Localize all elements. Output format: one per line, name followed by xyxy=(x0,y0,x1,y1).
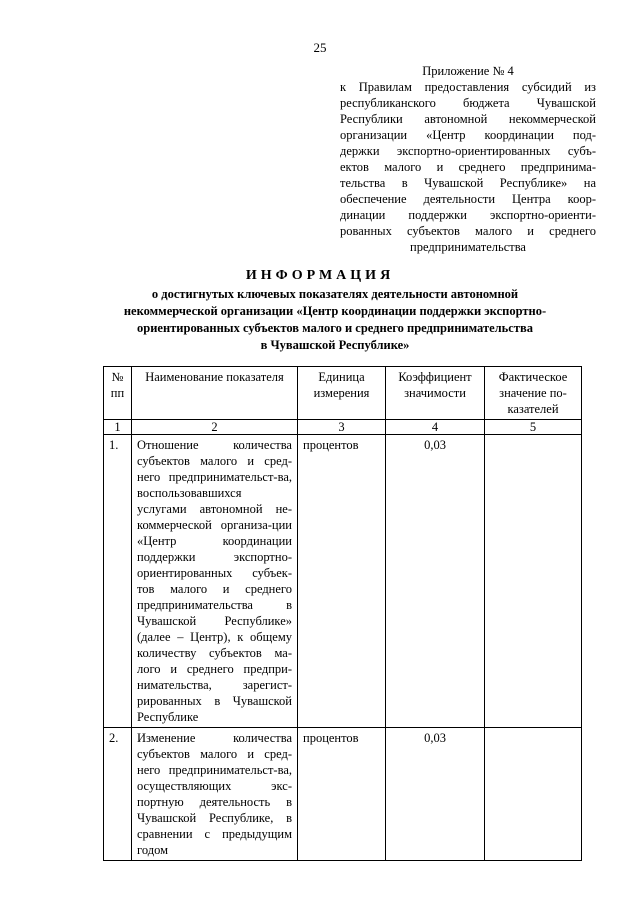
unit-cell: процентов xyxy=(298,728,386,861)
document-title: ИНФОРМАЦИЯ xyxy=(245,268,395,283)
header-coefficient: Коэффициент значимости xyxy=(386,367,485,420)
actual-value-cell xyxy=(485,435,582,728)
appendix-line: ектов малого и среднего предпринима- xyxy=(340,160,596,174)
row-number: 1. xyxy=(104,435,132,728)
unit-cell: процентов xyxy=(298,435,386,728)
appendix-line: рованных субъектов малого и среднего xyxy=(340,224,596,238)
page-number: 25 xyxy=(313,40,327,55)
column-number: 4 xyxy=(386,420,485,435)
table-header-row xyxy=(104,367,582,420)
appendix-last-line: предпринимательства xyxy=(410,240,526,254)
appendix-title: Приложение № 4 xyxy=(422,64,514,78)
header-indicator-name: Наименование показателя xyxy=(132,367,298,420)
header-actual-value: Фактическое значение по-казателей xyxy=(485,367,582,420)
column-number: 5 xyxy=(485,420,582,435)
subtitle-line: в Чувашской Республике» xyxy=(260,338,410,352)
indicators-table xyxy=(103,366,582,861)
appendix-line: динации поддержки экспортно-ориенти- xyxy=(340,208,596,222)
table-row xyxy=(104,728,582,861)
column-number: 1 xyxy=(104,420,132,435)
subtitle-line: некоммерческой организации «Центр координации поддержки экспортно- xyxy=(123,304,547,318)
header-number: № пп xyxy=(104,367,132,420)
indicator-name: Изменение количества субъектов малого и сред-него предпринимательст-ва, осуществляющих экс-портную деятельность в Чувашской Республике, в сравнении с предыдущим годом xyxy=(132,728,298,861)
column-number: 3 xyxy=(298,420,386,435)
row-number: 2. xyxy=(104,728,132,861)
table-row xyxy=(104,435,582,728)
appendix-line: Республики автономной некоммерческой xyxy=(340,112,596,126)
appendix-line: организации «Центр координации под- xyxy=(340,128,596,142)
coefficient-cell: 0,03 xyxy=(386,435,485,728)
subtitle-line: о достигнутых ключевых показателях деятельности автономной xyxy=(151,287,519,301)
appendix-line: тельства в Чувашской Республике» на xyxy=(340,176,596,190)
appendix-line: республиканского бюджета Чувашской xyxy=(340,96,596,110)
appendix-line: обеспечение деятельности Центра коор- xyxy=(340,192,596,206)
document-subtitle xyxy=(70,286,600,354)
column-number: 2 xyxy=(132,420,298,435)
coefficient-cell: 0,03 xyxy=(386,728,485,861)
actual-value-cell xyxy=(485,728,582,861)
appendix-line: к Правилам предоставления субсидий из xyxy=(340,80,596,94)
header-unit: Единица измерения xyxy=(298,367,386,420)
column-number-row xyxy=(104,420,582,435)
appendix-line: держки экспортно-ориентированных субъ- xyxy=(340,144,596,158)
appendix-block xyxy=(340,63,596,255)
subtitle-line: ориентированных субъектов малого и среднего предпринимательства xyxy=(137,321,533,335)
indicator-name: Отношение количества субъектов малого и сред-него предпринимательст-ва, воспользовавшихся услугами автономной не-коммерческой организа-ции «Центр координации поддержки экспортно-ориентированных субъек-тов малого и среднего предпринимательства в Чувашской Республике» (далее – Центр), к общему количеству субъектов ма-лого и среднего предпри-нимательства, зарегист-рированных в Чувашской Республике xyxy=(132,435,298,728)
